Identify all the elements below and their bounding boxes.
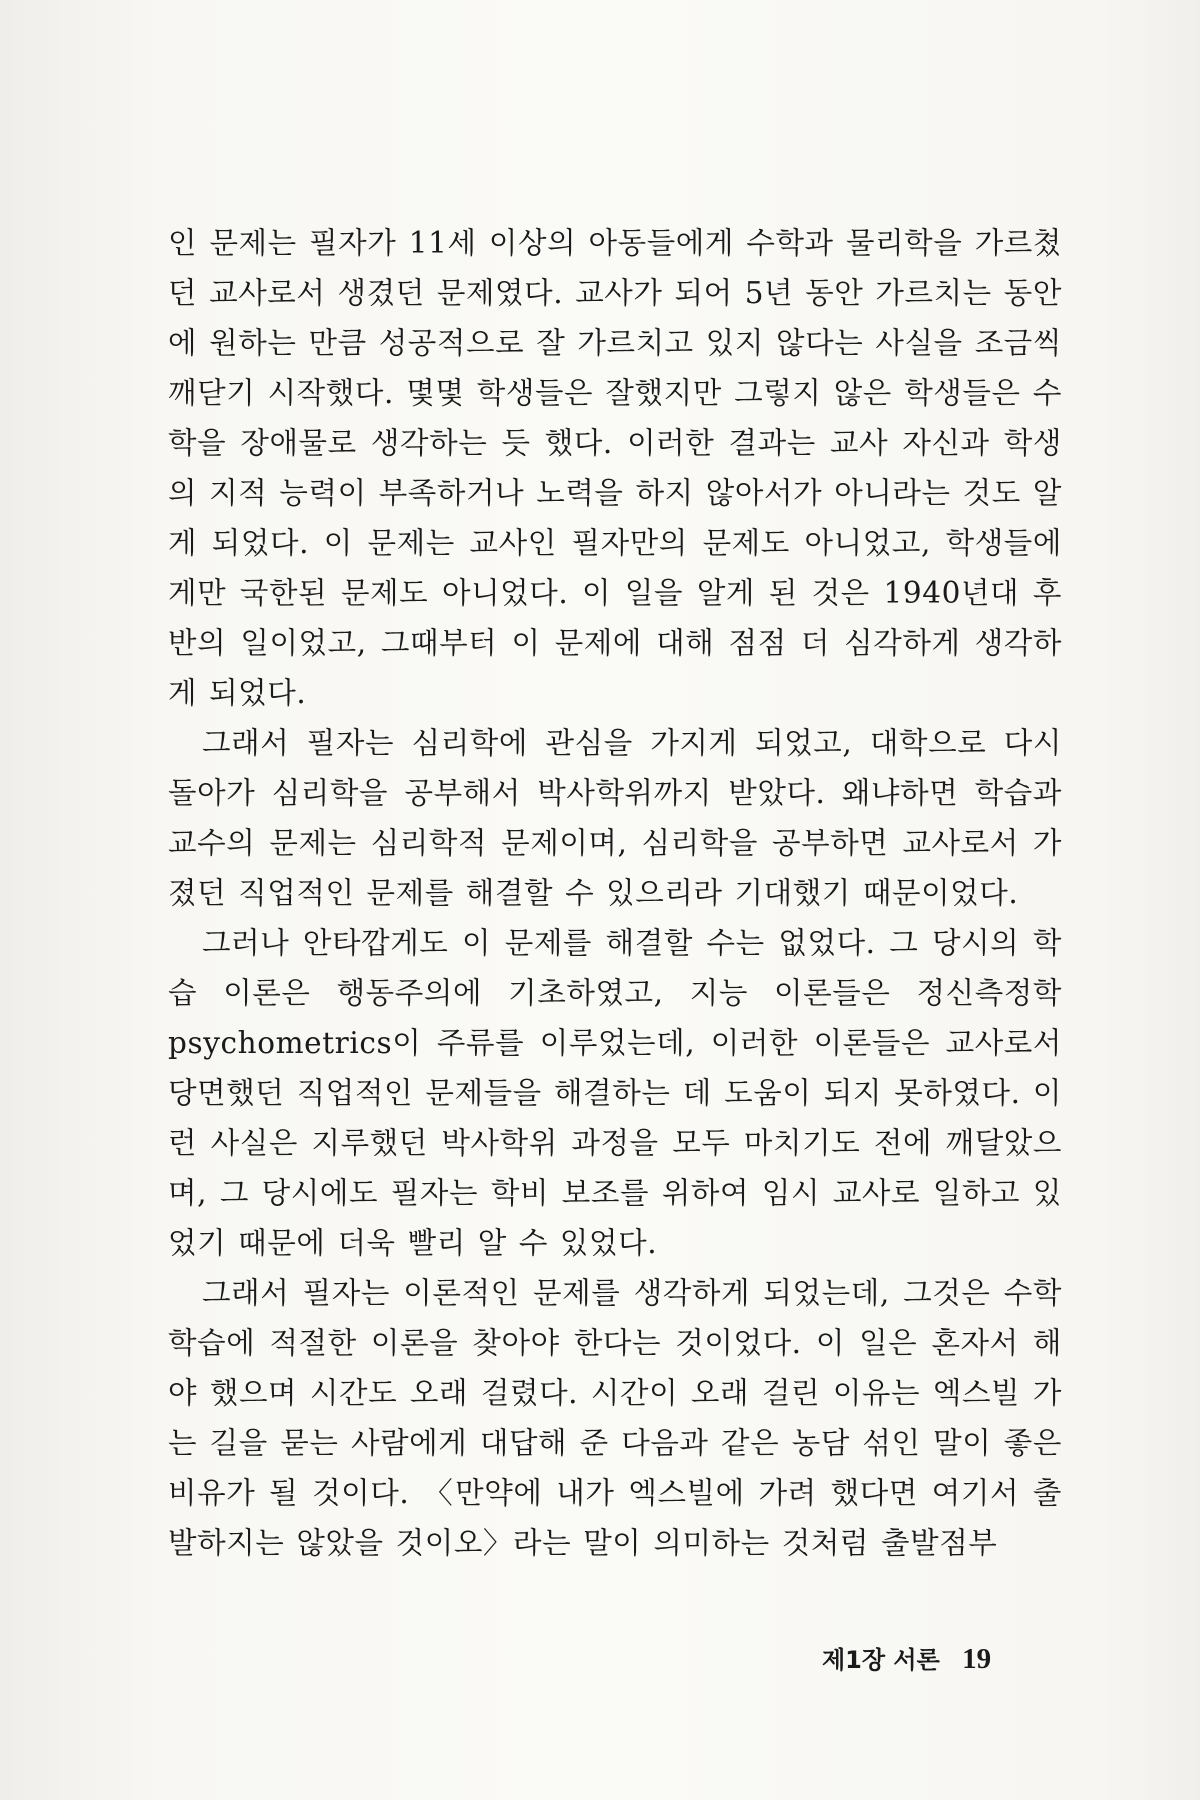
paragraph-2: 그래서 필자는 심리학에 관심을 가지게 되었고, 대학으로 다시 돌아가 심리학을 공부해서 박사학위까지 받았다. 왜냐하면 학습과 교수의 문제는 심리학적 문제이며, 심리학을 공부하면 교사로서 가졌던 직업적인 문제를 해결할 수 있으리라 기대했기 때문이었다. xyxy=(168,726,1062,910)
paragraph-1: 인 문제는 필자가 11세 이상의 아동들에게 수학과 물리학을 가르쳤던 교사로서 생겼던 문제였다. 교사가 되어 5년 동안 가르치는 동안에 원하는 만큼 성공적으로 잘 가르치고 있지 않다는 사실을 조금씩 깨닫기 시작했다. 몇몇 학생들은 잘했지만 그렇지 않은 학생들은 수학을 장애물로 생각하는 듯 했다. 이러한 결과는 교사 자신과 학생의 지적 능력이 부족하거나 노력을 하지 않아서가 아니라는 것도 알게 되었다. 이 문제는 교사인 필자만의 문제도 아니었고, 학생들에게만 국한된 문제도 아니었다. 이 일을 알게 된 것은 1940년대 후반의 일이었고, 그때부터 이 문제에 대해 점점 더 심각하게 생각하게 되었다. xyxy=(168,226,1062,710)
running-footer xyxy=(822,1640,991,1676)
body-text xyxy=(168,218,1062,1568)
chapter-title: 제1장 서론 xyxy=(822,1646,940,1674)
paragraph-4: 그래서 필자는 이론적인 문제를 생각하게 되었는데, 그것은 수학 학습에 적절한 이론을 찾아야 한다는 것이었다. 이 일은 혼자서 해야 했으며 시간도 오래 걸렸다. 시간이 오래 걸린 이유는 엑스빌 가는 길을 묻는 사람에게 대답해 준 다음과 같은 농담 섞인 말이 좋은 비유가 될 것이다. 〈만약에 내가 엑스빌에 가려 했다면 여기서 출발하지는 않았을 것이오〉라는 말이 의미하는 것처럼 출발점부 xyxy=(168,1276,1062,1560)
page-number: 19 xyxy=(962,1643,992,1675)
paragraph-3: 그러나 안타깝게도 이 문제를 해결할 수는 없었다. 그 당시의 학습 이론은 행동주의에 기초하였고, 지능 이론들은 정신측정학 psychometrics이 주류를 이루었는데, 이러한 이론들은 교사로서 당면했던 직업적인 문제들을 해결하는 데 도움이 되지 못하였다. 이런 사실은 지루했던 박사학위 과정을 모두 마치기도 전에 깨달았으며, 그 당시에도 필자는 학비 보조를 위하여 임시 교사로 일하고 있었기 때문에 더욱 빨리 알 수 있었다. xyxy=(168,926,1062,1260)
